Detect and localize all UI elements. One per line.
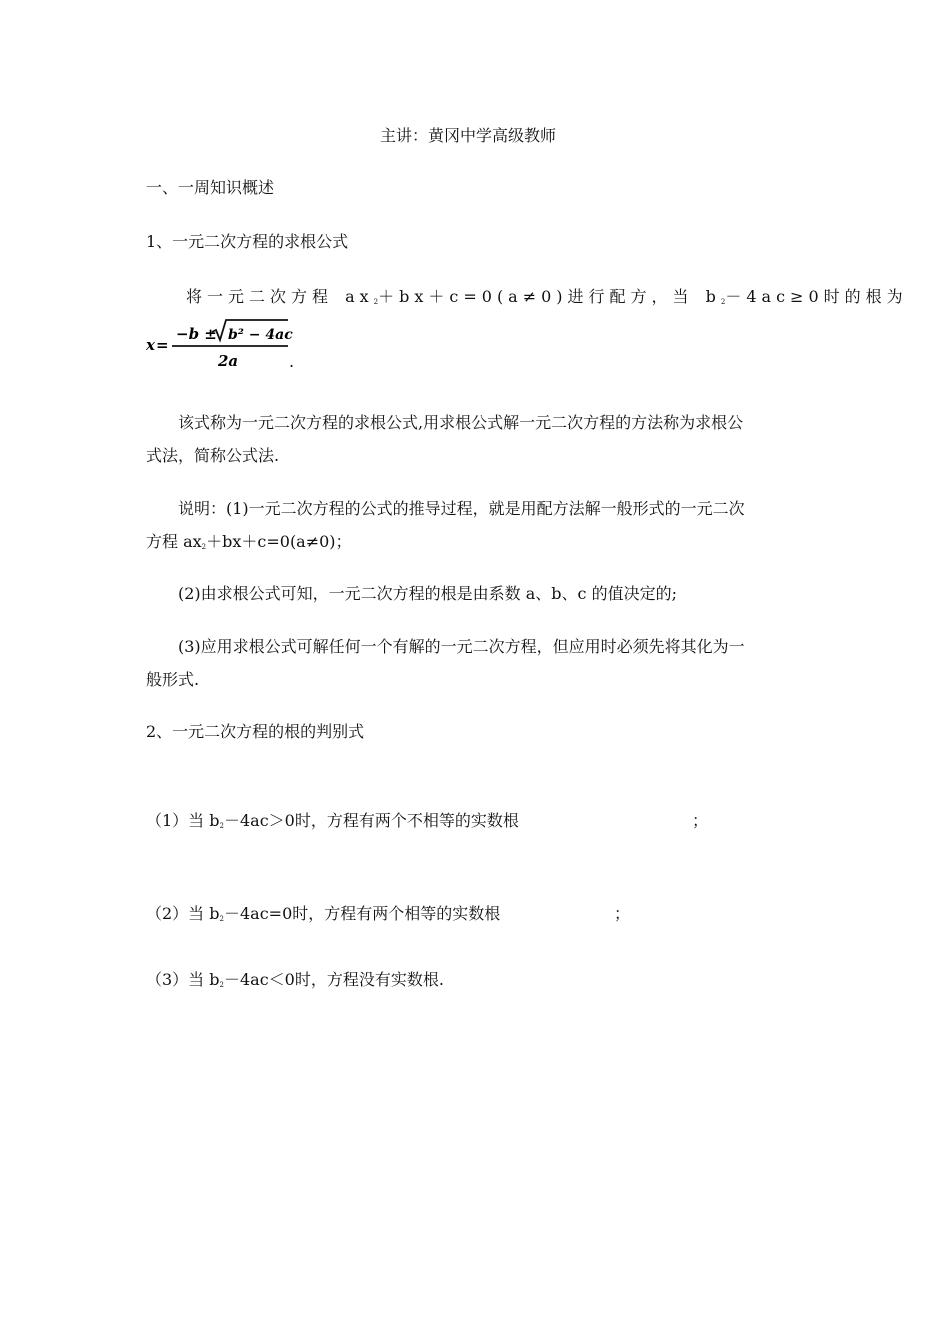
formula-radicand: b² − 4ac xyxy=(228,327,293,343)
note-3-line-1: (3)应用求根公式可解任何一个有解的一元二次方程，但应用时必须先将其化为一 xyxy=(178,637,745,656)
intro-text-mid: ＋bx＋c=0(a≠0)进行配方，当 b xyxy=(378,287,721,306)
formula-equals: = xyxy=(156,336,169,354)
presenter-line: 主讲：黄冈中学高级教师 xyxy=(380,126,557,145)
note-1-line-2 xyxy=(146,532,352,557)
formula-denominator: 2a xyxy=(218,352,239,370)
intro-text-post: －4ac≥0时的根为 xyxy=(725,287,908,306)
definition-line-2: 式法，简称公式法. xyxy=(146,446,280,465)
case-3-post: －4ac＜0时，方程没有实数根. xyxy=(223,970,444,989)
case-3 xyxy=(146,970,444,995)
case-1-pre: （1）当 b xyxy=(146,811,220,830)
case-2 xyxy=(146,904,500,929)
note-3-line-2: 般形式. xyxy=(146,670,200,689)
subsection-title-formula: 1、一元二次方程的求根公式 xyxy=(146,232,349,251)
formula-period: . xyxy=(289,352,295,371)
case-2-end: ； xyxy=(614,904,631,923)
note-2: (2)由求根公式可知，一元二次方程的根是由系数 a、b、c 的值决定的; xyxy=(178,584,677,603)
case-2-post: －4ac=0时，方程有两个相等的实数根 xyxy=(223,904,501,923)
intro-subscript-2: 2 xyxy=(720,298,726,306)
section-title-overview: 一、一周知识概述 xyxy=(146,178,275,197)
case-1-end: ； xyxy=(692,811,709,830)
intro-subscript: 2 xyxy=(373,298,379,306)
intro-paragraph xyxy=(186,287,908,312)
formula-neg-b: −b ± xyxy=(176,325,217,343)
case-3-subscript: 2 xyxy=(219,981,224,989)
case-1-post: －4ac＞0时，方程有两个不相等的实数根 xyxy=(223,811,519,830)
definition-line-1: 该式称为一元二次方程的求根公式,用求根公式解一元二次方程的方法称为求根公 xyxy=(178,413,744,432)
quadratic-formula-image xyxy=(146,318,296,374)
case-2-subscript: 2 xyxy=(219,915,224,923)
case-3-pre: （3）当 b xyxy=(146,970,220,989)
note-1-line-1: 说明：(1)一元二次方程的公式的推导过程，就是用配方法解一般形式的一元二次 xyxy=(178,499,745,518)
case-1-subscript: 2 xyxy=(219,822,224,830)
note-1-text-post: ＋bx＋c=0(a≠0)； xyxy=(206,532,352,551)
note-1-text-pre: 方程 ax xyxy=(146,532,202,551)
formula-lhs: x xyxy=(146,336,155,354)
subsection-title-discriminant: 2、一元二次方程的根的判别式 xyxy=(146,722,365,741)
case-2-pre: （2）当 b xyxy=(146,904,220,923)
intro-text-pre: 将一元二次方程 ax xyxy=(186,287,374,306)
note-1-subscript: 2 xyxy=(201,543,207,551)
case-1 xyxy=(146,811,519,836)
